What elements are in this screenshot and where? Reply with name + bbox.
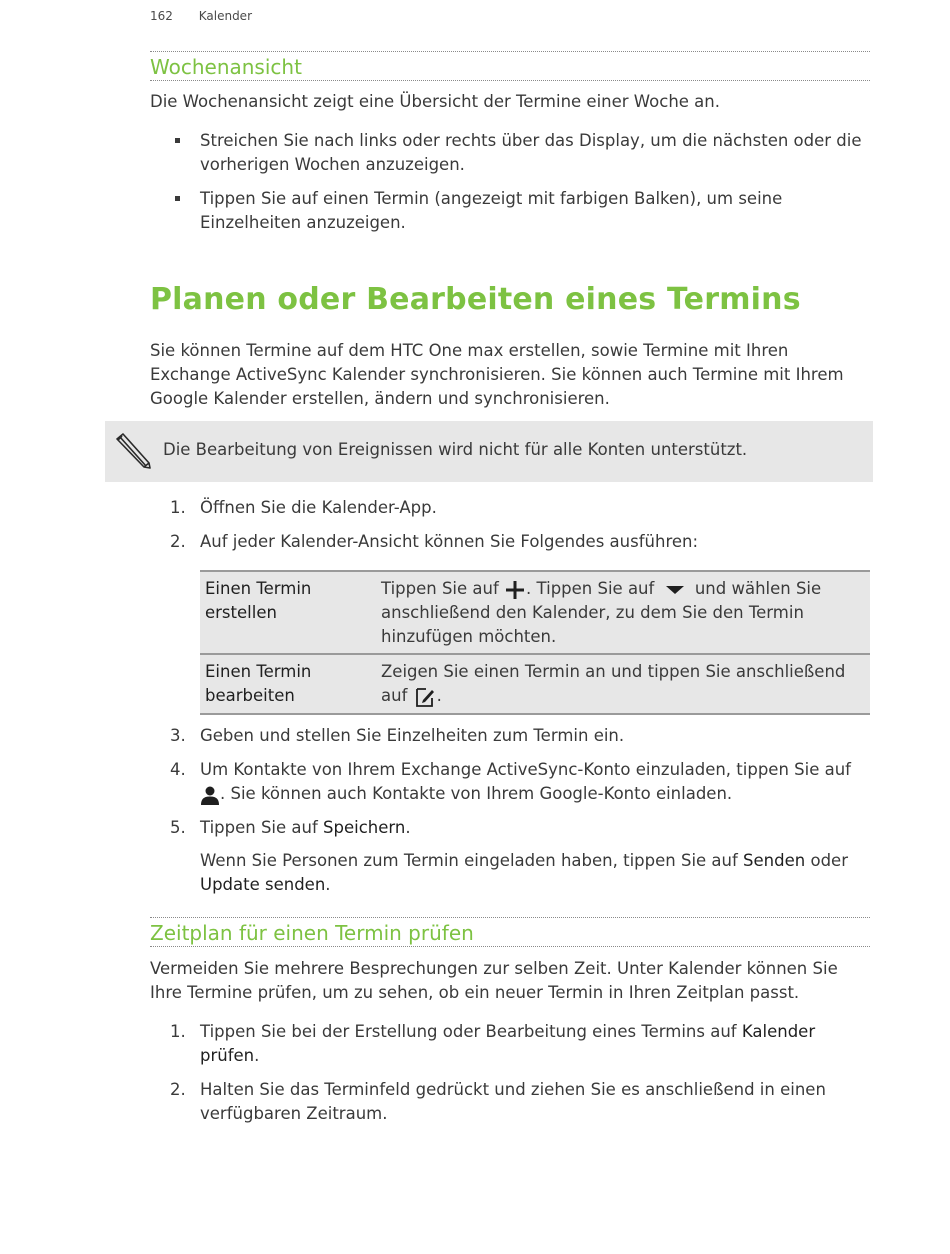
ui-term-send: Senden (743, 851, 806, 870)
step-text: Halten Sie das Terminfeld gedrückt und ziehen Sie es anschließend in einen verfügbaren Zeitraum. (200, 1080, 826, 1123)
plus-icon (504, 579, 526, 601)
hint-text: Wenn Sie Personen zum Termin eingeladen haben, tippen Sie auf (200, 851, 738, 870)
section-divider-top (150, 51, 870, 52)
cell-text: Zeigen Sie einen Termin an und tippen Sie anschließend auf (381, 662, 846, 705)
section-title-wochenansicht: Wochenansicht (150, 55, 302, 79)
cell-text: Tippen Sie auf (381, 579, 499, 598)
list-item (150, 724, 870, 748)
action-table (200, 570, 870, 715)
note-box (105, 421, 873, 482)
note-text: Die Bearbeitung von Ereignissen wird nicht für alle Konten unterstützt. (163, 440, 748, 459)
step-number: 2. (170, 1080, 186, 1099)
list-item (150, 129, 870, 177)
list-item (150, 187, 870, 235)
page-number: 162 (150, 9, 173, 23)
week-intro: Die Wochenansicht zeigt eine Übersicht der Termine einer Woche an. (150, 92, 720, 111)
section-title-zeitplan: Zeitplan für einen Termin prüfen (150, 921, 474, 945)
edit-icon (413, 685, 437, 709)
step-text: Um Kontakte von Ihrem Exchange ActiveSync-Konto einzuladen, tippen Sie auf (200, 760, 851, 779)
step-text: Öffnen Sie die Kalender-App. (200, 498, 437, 517)
cell-text: . Tippen Sie auf (526, 579, 655, 598)
step-text: . (405, 818, 411, 837)
page-header (150, 9, 252, 23)
list-item (150, 530, 870, 554)
running-section-title: Kalender (198, 9, 253, 23)
step-text: . (254, 1046, 260, 1065)
schedule-intro: Vermeiden Sie mehrere Besprechungen zur selben Zeit. Unter Kalender können Sie Ihre Termine prüfen, um zu sehen, ob ein neuer Termin in Ihren Zeitplan passt. (150, 959, 838, 1002)
plan-steps-a (150, 496, 870, 554)
section-divider-bottom (150, 946, 870, 947)
step-number: 4. (170, 760, 186, 779)
hint-text: oder (810, 851, 848, 870)
step-number: 2. (170, 532, 186, 551)
step-text: Geben und stellen Sie Einzelheiten zum Termin ein. (200, 726, 625, 745)
ui-term-save: Speichern (323, 818, 406, 837)
bullet-text: Streichen Sie nach links oder rechts über das Display, um die nächsten oder die vorherigen Wochen anzuzeigen. (200, 131, 862, 174)
step-text: . Sie können auch Kontakte von Ihrem Google-Konto einladen. (220, 784, 733, 803)
step-text: Auf jeder Kalender-Ansicht können Sie Folgendes ausführen: (200, 532, 699, 551)
step-number: 5. (170, 818, 186, 837)
hint-text: . (325, 875, 331, 894)
step-text: Tippen Sie bei der Erstellung oder Bearbeitung eines Termins auf (200, 1022, 737, 1041)
person-icon (200, 785, 220, 805)
section-divider-top (150, 917, 870, 918)
table-cell-label: Einen Termin erstellen (200, 571, 376, 654)
cell-text: und wählen Sie anschließend den Kalender, zu dem Sie den Termin hinzufügen möchten. (381, 579, 822, 646)
list-item (150, 1078, 870, 1126)
plan-intro: Sie können Termine auf dem HTC One max erstellen, sowie Termine mit Ihren Exchange ActiveSync Kalender synchronisieren. Sie können auch Termine mit Ihrem Google Kalender erstellen, ändern und synchronisieren. (150, 341, 844, 408)
plan-steps-b (150, 724, 870, 840)
list-item (150, 496, 870, 520)
step-number: 1. (170, 1022, 186, 1041)
schedule-steps (150, 1020, 870, 1126)
bullet-marker (175, 196, 180, 201)
list-item (150, 758, 870, 806)
bullet-text: Tippen Sie auf einen Termin (angezeigt mit farbigen Balken), um seine Einzelheiten anzuzeigen. (200, 189, 783, 232)
table-cell-description (376, 571, 870, 654)
table-row (200, 571, 870, 654)
cell-text: . (436, 686, 442, 705)
table-cell-description (376, 654, 870, 714)
dropdown-arrow-icon (660, 583, 690, 597)
bullet-marker (175, 138, 180, 143)
pencil-icon (113, 431, 153, 471)
table-row (200, 654, 870, 714)
step-text: Tippen Sie auf (200, 818, 318, 837)
ui-term-check-calendar: Kalender prüfen (200, 1022, 816, 1065)
invite-hint (200, 849, 870, 897)
list-item (150, 816, 870, 840)
section-divider-bottom (150, 80, 870, 81)
ui-term-send-update: Update senden (200, 875, 326, 894)
step-number: 3. (170, 726, 186, 745)
table-cell-label: Einen Termin bearbeiten (200, 654, 376, 714)
step-number: 1. (170, 498, 186, 517)
chapter-title: Planen oder Bearbeiten eines Termins (150, 282, 801, 317)
list-item (150, 1020, 870, 1068)
week-bullet-list (150, 129, 870, 245)
